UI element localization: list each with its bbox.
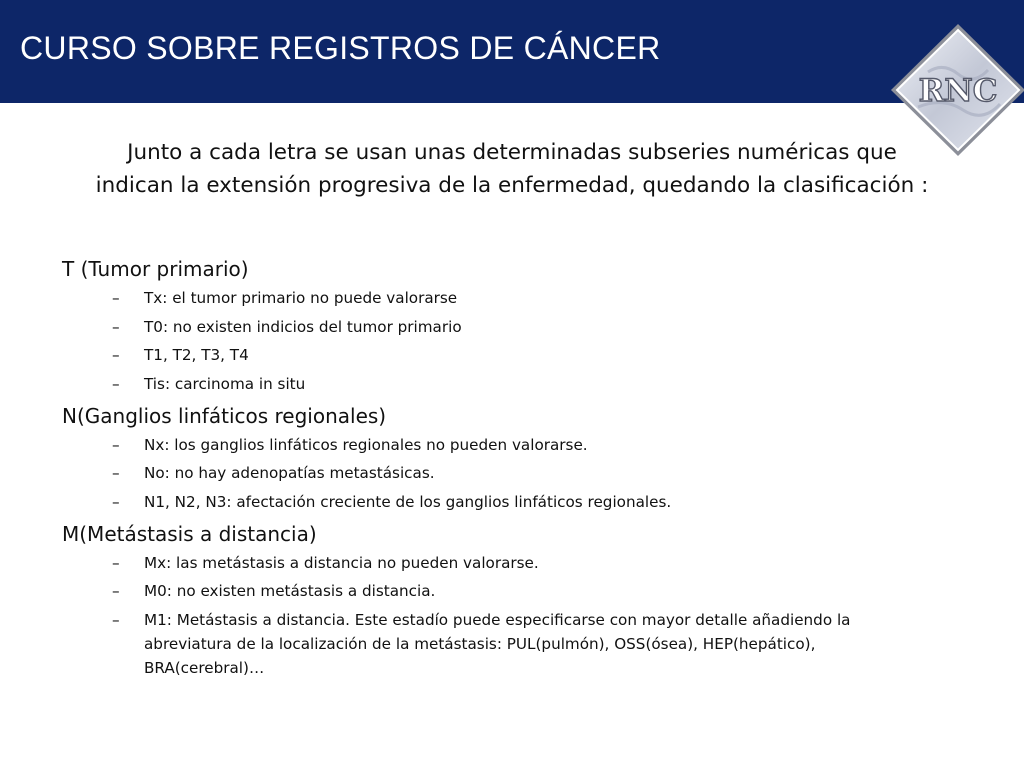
dash-bullet: – <box>112 464 120 482</box>
list-item: – M0: no existen metástasis a distancia. <box>62 579 962 604</box>
section-title-m: M(Metástasis a distancia) <box>62 521 317 546</box>
classification-list <box>62 254 962 684</box>
dash-bullet: – <box>112 435 120 454</box>
m1-line-2: abreviatura de la localización de la metástasis: PUL(pulmón), OSS(ósea), HEP(hepático), <box>144 634 816 653</box>
list-item: – T0: no existen indicios del tumor primario <box>62 315 962 340</box>
dash-bullet: – <box>112 492 120 511</box>
list-item: – Tis: carcinoma in situ <box>62 372 962 397</box>
list-item: – N1, N2, N3: afectación creciente de los ganglios linfáticos regionales. <box>62 490 962 515</box>
t-items <box>62 286 962 397</box>
dash-bullet: – <box>112 610 120 629</box>
header-bar <box>0 0 1024 103</box>
dash-bullet: – <box>112 289 120 307</box>
dash-bullet: – <box>112 582 120 600</box>
dash-bullet: – <box>112 346 120 364</box>
list-item: – Mx: las metástasis a distancia no pueden valorarse. <box>62 551 962 576</box>
m-items <box>62 551 962 680</box>
list-item: – Nx: los ganglios linfáticos regionales no pueden valorarse. <box>62 433 962 458</box>
m1-line-3: BRA(cerebral)… <box>144 658 265 677</box>
list-item: – Tx: el tumor primario no puede valorarse <box>62 286 962 311</box>
section-title-n: N(Ganglios linfáticos regionales) <box>62 403 387 428</box>
list-item-m1 <box>62 608 962 680</box>
dash-bullet: – <box>112 317 120 336</box>
dash-bullet: – <box>112 374 120 393</box>
intro-line-1: Junto a cada letra se usan unas determinadas subseries numéricas que <box>127 140 897 165</box>
slide-title: CURSO SOBRE REGISTROS DE CÁNCER <box>20 30 661 66</box>
dash-bullet: – <box>112 553 120 572</box>
m1-line-1: M1: Metástasis a distancia. Este estadío puede especificarse con mayor detalle añadiendo la <box>144 610 851 629</box>
list-item: – No: no hay adenopatías metastásicas. <box>62 461 962 486</box>
n-items <box>62 433 962 515</box>
list-item: – T1, T2, T3, T4 <box>62 343 962 368</box>
logo-text: RNC <box>918 73 998 109</box>
section-title-t: T (Tumor primario) <box>62 257 249 281</box>
intro-paragraph <box>40 136 984 202</box>
intro-line-2: indican la extensión progresiva de la enfermedad, quedando la clasificación : <box>95 173 929 198</box>
